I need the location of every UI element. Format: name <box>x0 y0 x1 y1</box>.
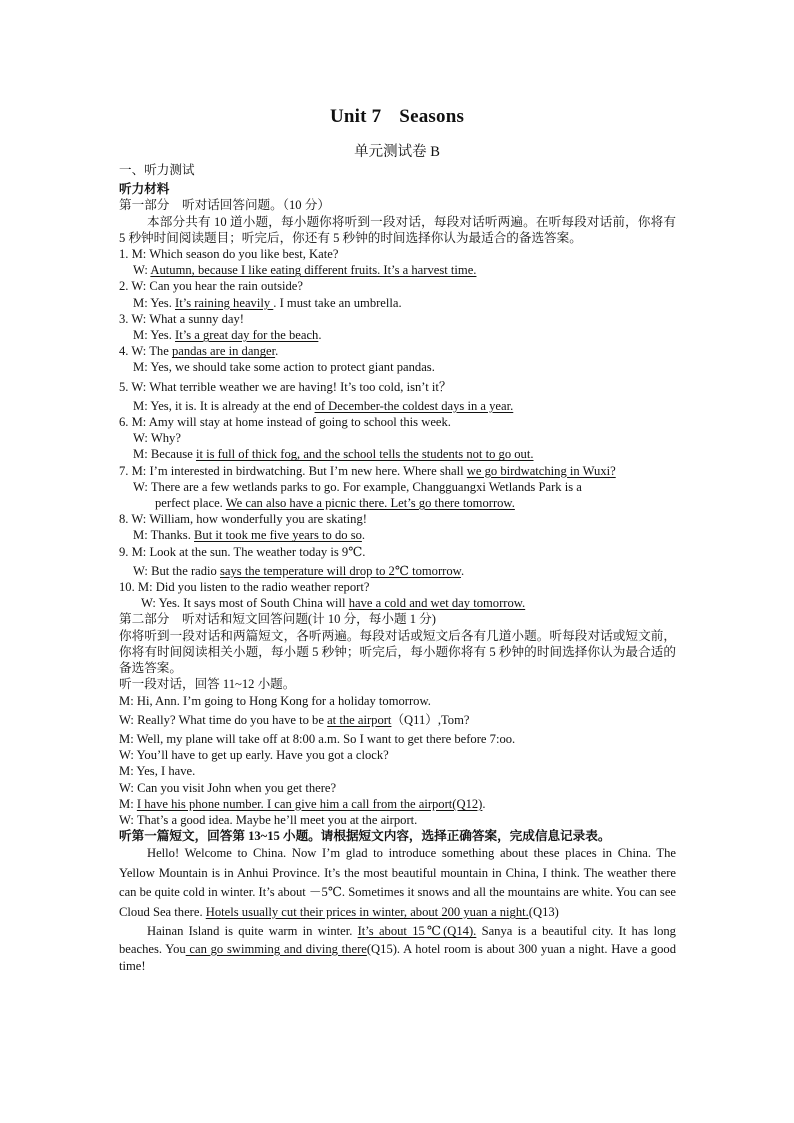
dialogue-line: M: Well, my plane will take off at 8:00 a.m. So I want to get there before 7:oo. <box>119 731 516 746</box>
dialogue-6-answer: M: Because it is full of thick fog, and the school tells the students not to go out. <box>133 447 534 462</box>
dialogue-6-reply: W: Why? <box>133 431 181 446</box>
dialogue-3-answer: M: Yes. It’s a great day for the beach. <box>133 328 322 343</box>
passage-paragraph-2: Hainan Island is quite warm in winter. It’s about 15℃(Q14). Sanya is a beautiful city. It has long beaches. You can go swimming and diving there(Q15). A hotel room is about 300 yuan a night. Have a good time! <box>119 924 676 974</box>
dialogue-4-answer: M: Yes, we should take some action to protect giant pandas. <box>133 360 435 375</box>
dialogue-line: M: Hi, Ann. I’m going to Hong Kong for a holiday tomorrow. <box>119 693 431 708</box>
dialogue-10-question: 10. M: Did you listen to the radio weather report? <box>119 580 370 595</box>
dialogue-8-answer: M: Thanks. But it took me five years to do so. <box>133 528 366 543</box>
dialogue-9-answer: W: But the radio says the temperature will drop to 2℃ tomorrow. <box>133 563 465 578</box>
dialogue-7-answer: W: There are a few wetlands parks to go. For example, Changguangxi Wetlands Park is a <box>133 479 582 494</box>
dialogue-2-question: 2. W: Can you hear the rain outside? <box>119 279 303 294</box>
dialogue-line: M: I have his phone number. I can give him a call from the airport(Q12). <box>119 796 486 811</box>
dialogue-heading: 听一段对话，回答 11~12 小题。 <box>119 677 296 692</box>
part1-instructions: 本部分共有 10 道小题，每小题你将听到一段对话，每段对话听两遍。在听每段对话前，你将有 5 秒钟时间阅读题目；听完后，你还有 5 秒钟的时间选择你认为最适合的备选答案。 <box>119 214 676 245</box>
dialogue-5-answer: M: Yes, it is. It is already at the end of December-the coldest days in a year. <box>133 398 514 413</box>
dialogue-4-question: 4. W: The pandas are in danger. <box>119 344 279 359</box>
dialogue-6-question: 6. M: Amy will stay at home instead of going to school this week. <box>119 415 451 430</box>
dialogue-5-question: 5. W: What terrible weather we are having! It’s too cold, isn’t it？ <box>119 379 452 394</box>
passage-paragraph-1: Hello! Welcome to China. Now I’m glad to introduce something about these places in China. The Yellow Mountain is in Anhui Province. It’s the most beautiful mountain in China, I think. The weather there can be quite cold in winter. It’s about －5℃. Sometimes it snows and all the mountains are white. You can see Cloud Sea there. Hotels usually cut their prices in winter, about 200 yuan a night.(Q13) <box>119 846 676 919</box>
part2-instructions: 你将听到一段对话和两篇短文，各听两遍。每段对话或短文后各有几道小题。听每段对话或短文前，你将有时间阅读相关小题，每小题 5 秒钟；听完后，每小题你将有 5 秒钟的时间选择你认为最合适的备选答案。 <box>119 628 676 676</box>
page-title <box>0 106 794 128</box>
material-heading: 听力材料 <box>119 182 170 197</box>
dialogue-line: W: You’ll have to get up early. Have you got a clock? <box>119 748 389 763</box>
passage-heading: 听第一篇短文，回答第 13~15 小题。请根据短文内容，选择正确答案，完成信息记录表。 <box>119 829 611 844</box>
dialogue-10-answer: W: Yes. It says most of South China will have a cold and wet day tomorrow. <box>141 596 526 611</box>
dialogue-2-answer: M: Yes. It’s raining heavily . I must take an umbrella. <box>133 295 402 310</box>
part1-heading: 第一部分 听对话回答问题。（10 分） <box>119 198 330 213</box>
dialogue-7-answer-cont: perfect place. We can also have a picnic there. Let’s go there tomorrow. <box>155 496 515 511</box>
dialogue-line: W: Really? What time do you have to be at the airport（Q11）,Tom? <box>119 712 470 727</box>
dialogue-3-question: 3. W: What a sunny day! <box>119 311 244 326</box>
dialogue-8-question: 8. W: William, how wonderfully you are skating! <box>119 512 367 527</box>
dialogue-line: W: That’s a good idea. Maybe he’ll meet you at the airport. <box>119 812 418 827</box>
section-heading: 一、听力测试 <box>119 163 195 177</box>
title-unit: Unit 7 <box>329 106 382 127</box>
page-subtitle: 单元测试卷 B <box>354 144 440 160</box>
dialogue-7-question: 7. M: I’m interested in birdwatching. But I’m new here. Where shall we go birdwatching in Wuxi? <box>119 463 616 478</box>
dialogue-line: M: Yes, I have. <box>119 764 196 779</box>
part2-heading: 第二部分 听对话和短文回答问题(计 10 分，每小题 1 分) <box>119 612 436 627</box>
dialogue-line: W: Can you visit John when you get there? <box>119 780 337 795</box>
title-topic: Seasons <box>399 106 465 127</box>
dialogue-1-question: 1. M: Which season do you like best, Kate? <box>119 247 339 262</box>
dialogue-1-answer: W: Autumn, because I like eating different fruits. It’s a harvest time. <box>133 263 477 278</box>
document-body <box>119 160 676 976</box>
dialogue-9-question: 9. M: Look at the sun. The weather today is 9℃. <box>119 544 366 559</box>
